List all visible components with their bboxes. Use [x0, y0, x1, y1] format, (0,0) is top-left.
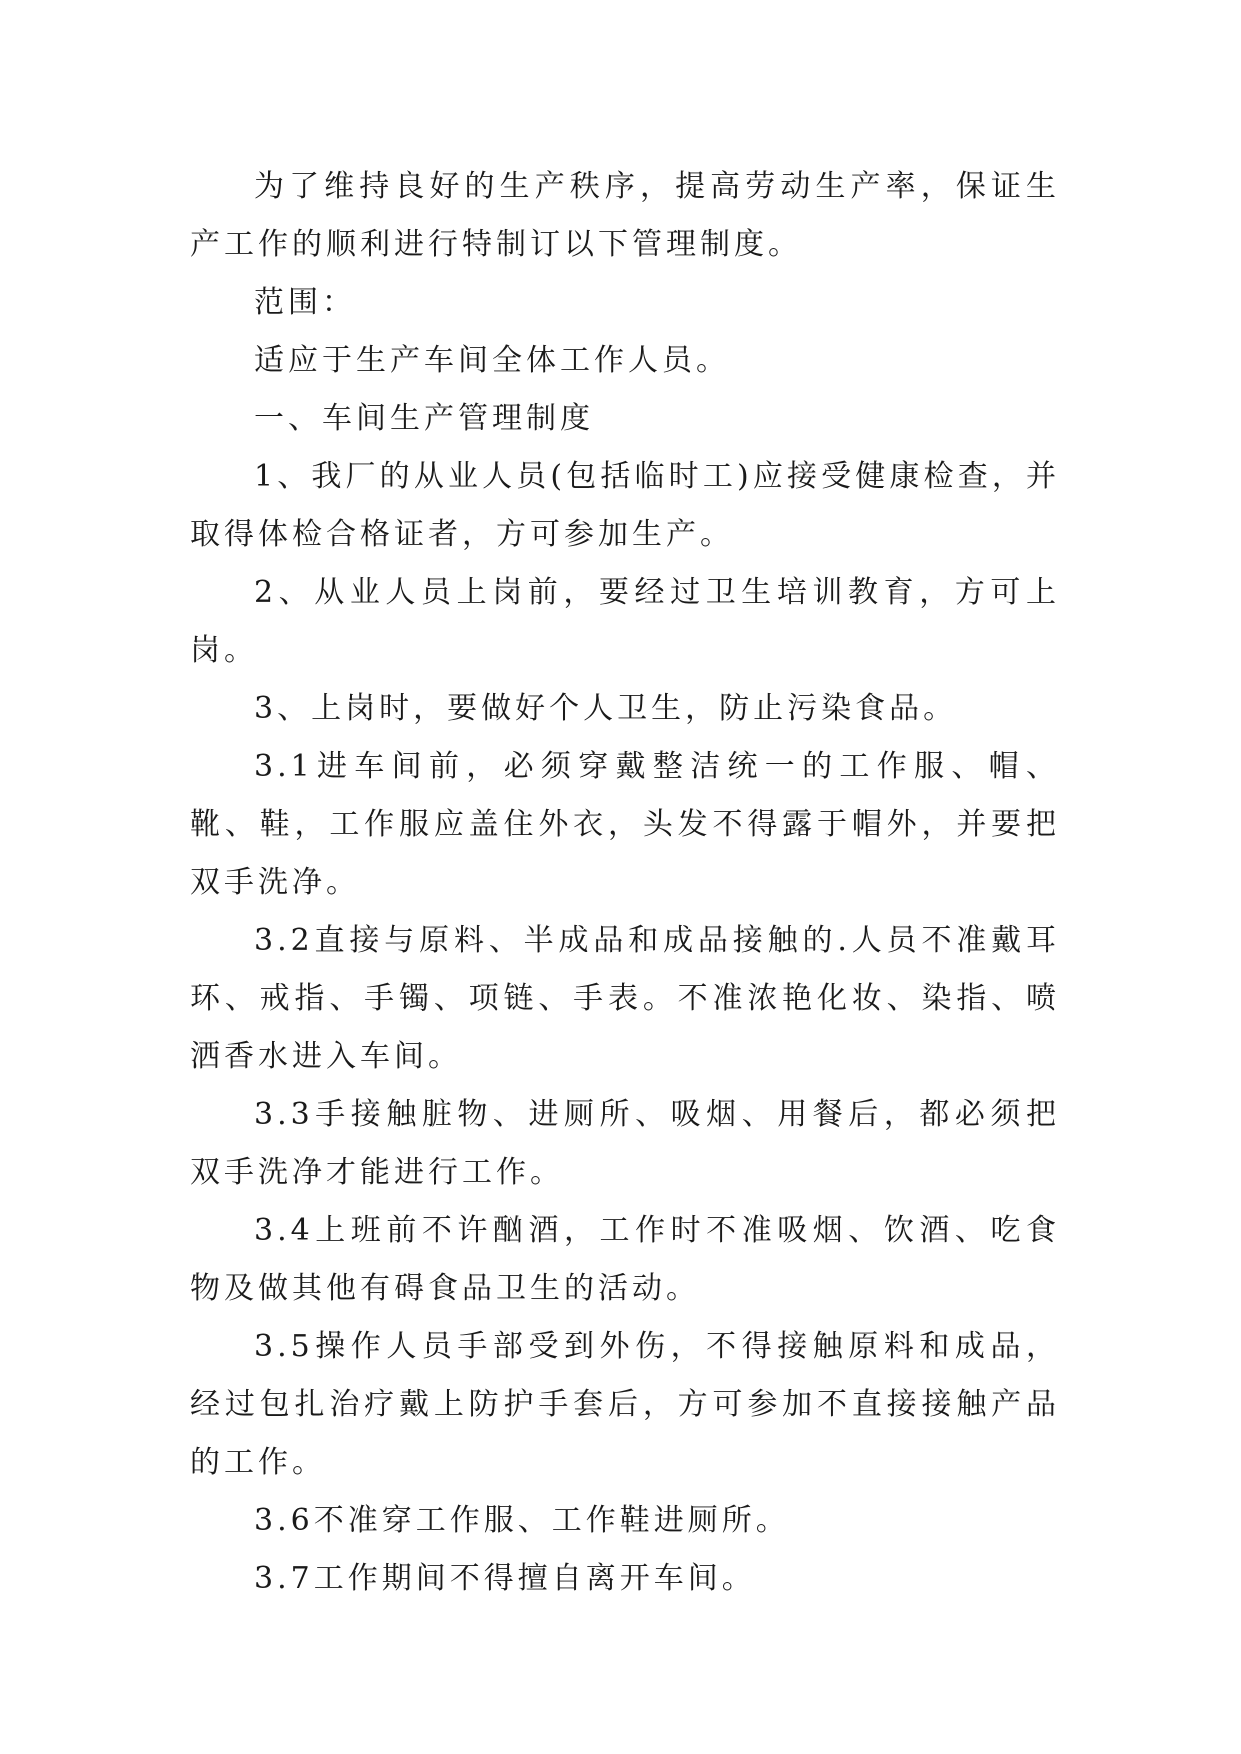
- paragraph-item-3-2: 3.2直接与原料、半成品和成品接触的.人员不准戴耳环、戒指、手镯、项链、手表。不准浓艳化妆、染指、喷洒香水进入车间。: [190, 923, 1060, 1074]
- document-body: [190, 158, 1060, 1608]
- paragraph-item-3-3: 3.3手接触脏物、进厕所、吸烟、用餐后，都必须把双手洗净才能进行工作。: [190, 1097, 1060, 1190]
- paragraph-scope-heading: 范围：: [254, 285, 356, 320]
- paragraph-item-3: 3、上岗时，要做好个人卫生，防止污染食品。: [254, 691, 958, 726]
- paragraph-item-1: 1、我厂的从业人员(包括临时工)应接受健康检查，并取得体检合格证者，方可参加生产。: [190, 459, 1060, 552]
- paragraph-item-2: 2、从业人员上岗前，要经过卫生培训教育，方可上岗。: [190, 575, 1060, 668]
- paragraph-item-3-6: 3.6不准穿工作服、工作鞋进厕所。: [254, 1503, 790, 1538]
- section-heading: 一、车间生产管理制度: [254, 401, 594, 436]
- paragraph-item-3-4: 3.4上班前不许酗酒，工作时不准吸烟、饮酒、吃食物及做其他有碍食品卫生的活动。: [190, 1213, 1060, 1306]
- paragraph-item-3-7: 3.7工作期间不得擅自离开车间。: [254, 1561, 756, 1596]
- paragraph-intro: 为了维持良好的生产秩序，提高劳动生产率，保证生产工作的顺利进行特制订以下管理制度。: [190, 169, 1060, 262]
- paragraph-item-3-5: 3.5操作人员手部受到外伤，不得接触原料和成品，经过包扎治疗戴上防护手套后，方可参加不直接接触产品的工作。: [190, 1329, 1060, 1480]
- paragraph-scope: 适应于生产车间全体工作人员。: [254, 343, 730, 378]
- paragraph-item-3-1: 3.1进车间前，必须穿戴整洁统一的工作服、帽、靴、鞋，工作服应盖住外衣，头发不得露于帽外，并要把双手洗净。: [190, 749, 1060, 900]
